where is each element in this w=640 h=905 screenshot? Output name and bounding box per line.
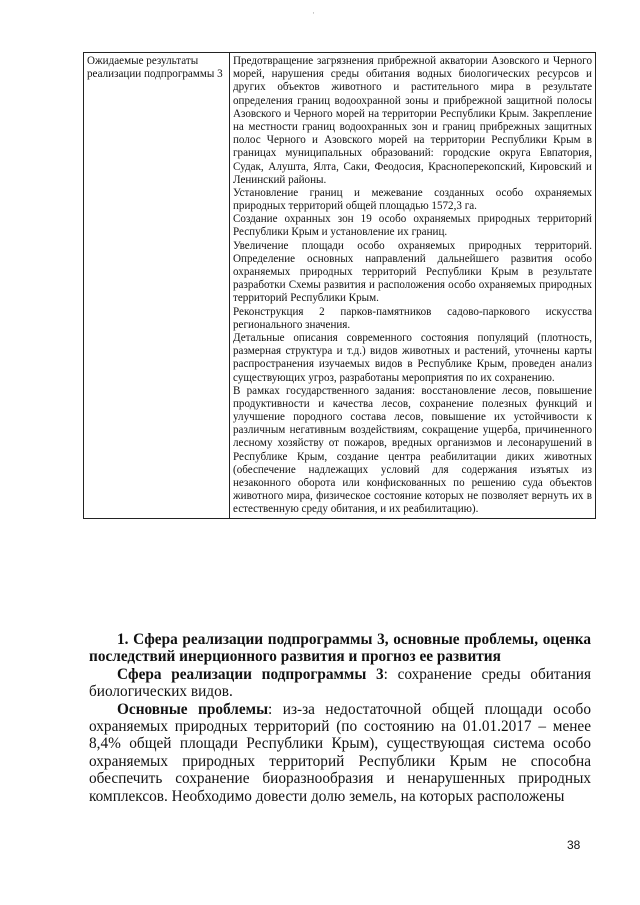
problems-text: : из-за недостаточной общей площади особо охраняемых природных территорий (по состоянию на 01.01.2017 – менее 8,4% общей площади Республики Крым), существующая система особо охраняемых природных территорий Республики Крым не способна обеспечить сохранение биоразнообразия и ненарушенных природных комплексов. Необходимо довести долю земель, на которых расположены <box>89 700 591 805</box>
result-paragraph-7: В рамках государственного задания: восстановление лесов, повышение продуктивности и качества лесов, сохранение полезных функций и улучшение породного состава лесов, повышение их устойчивости к различным негативным воздействиям, сокращение ущерба, причиненного лесному хозяйству от пожаров, вредных организмов и лесонарушений в Республике Крым, создание центра реабилитации диких животных (обеспечение надлежащих условий для содержания изъятых из незаконного оборота или конфискованных по решению суда объектов животного мира, физическое состояние которых не позволяет вернуть их в естественную среду обитания, и их реабилитацию). <box>233 384 592 516</box>
table-content-cell <box>230 53 596 519</box>
section-body <box>89 631 591 805</box>
result-paragraph-4: Увеличение площади особо охраняемых природных территорий. Определение основных направлений дальнейшего развития особо охраняемых природных территорий Республики Крым в результате разработки Схемы развития и расположения особо охраняемых природных территорий Республики Крым. <box>233 239 592 305</box>
result-paragraph-3: Создание охранных зон 19 особо охраняемых природных территорий Республики Крым и установление их границ. <box>233 213 592 239</box>
page-mark: · <box>312 8 315 18</box>
sphere-paragraph <box>89 666 591 701</box>
result-paragraph-1: Предотвращение загрязнения прибрежной акватории Азовского и Черного морей, нарушения среды обитания водных биологических ресурсов и других объектов животного и растительного мира в результате определения границ водоохранной зоны и прибрежной защитной полосы Азовского и Черного морей на территории Республики Крым. Закрепление на местности границ водоохранных зон и границ прибрежных защитных полос Черного и Азовского морей на территории Республики Крым в границах муниципальных образований: городские округа Евпатория, Судак, Алушта, Ялта, Саки, Феодосия, Красноперекопский, Кировский и Ленинский районы. <box>233 55 592 186</box>
sphere-label: Сфера реализации подпрограммы 3 <box>117 665 384 683</box>
problems-paragraph <box>89 701 591 805</box>
result-paragraph-5: Реконструкция 2 парков-памятников садово-паркового искусства регионального значения. <box>233 305 592 331</box>
expected-results-table <box>83 52 596 519</box>
row-label: Ожидаемые результаты реализации подпрограммы 3 <box>87 55 223 81</box>
page-number: 38 <box>567 838 581 852</box>
result-paragraph-2: Установление границ и межевание созданных особо охраняемых природных территорий общей площадью 1572,3 га. <box>233 186 592 213</box>
table-label-cell <box>84 53 230 519</box>
table-row <box>84 53 596 519</box>
section-heading: 1. Сфера реализации подпрограммы 3, основные проблемы, оценка последствий инерционного развития и прогноз ее развития <box>89 631 591 666</box>
sphere-text: : сохранение среды обитания биологических видов. <box>89 665 591 701</box>
result-paragraph-6: Детальные описания современного состояния популяций (плотность, размерная структура и т.д.) видов животных и растений, уточнены карты распространения изучаемых видов в Республике Крым, проведен анализ существующих угроз, разработаны мероприятия по их сохранению. <box>233 331 592 384</box>
problems-label: Основные проблемы <box>117 700 269 718</box>
